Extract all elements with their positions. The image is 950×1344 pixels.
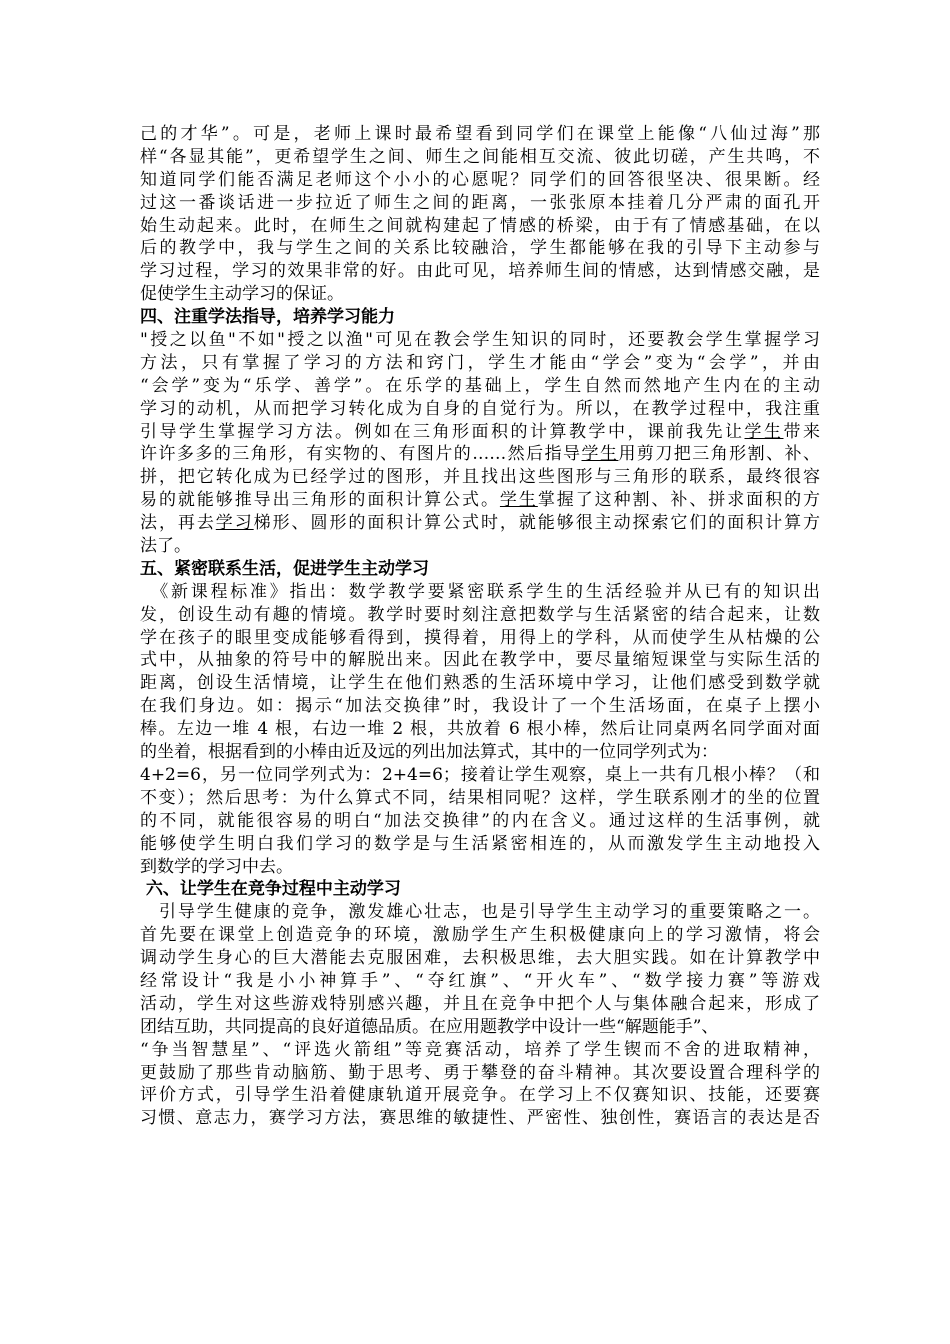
text-line <box>140 512 820 535</box>
text-line: 引导学生健康的竞争，激发雄心壮志，也是引导学生主动学习的重要策略之一。 <box>140 902 820 923</box>
text-line: 法了。 <box>140 536 191 557</box>
text-line: 的不同，就能很容易的明白“加法交换律”的内在含义。通过这样的生活事例，就 <box>140 810 820 831</box>
section-heading: 四、注重学法指导，培养学习能力 <box>140 307 395 328</box>
text-line: 后的教学中，我与学生之间的关系比较融洽，学生都能够在我的引导下主动参与 <box>140 238 820 259</box>
text-line <box>140 443 820 466</box>
text-line: 方法，只有掌握了学习的方法和窍门，学生才能由“学会”变为“会学”，并由 <box>140 352 820 373</box>
text-line: 习惯、意志力，赛学习方法，赛思维的敏捷性、严密性、独创性，赛语言的表达是否 <box>140 1108 820 1129</box>
text-line: "授之以鱼"不如"授之以渔"可见在教会学生知识的同时，还要教会学生掌握学习 <box>140 330 820 351</box>
text-line: 在我们身边。如：揭示“加法交换律”时，我设计了一个生活场面，在桌子上摆小 <box>140 696 820 717</box>
text-span: 带来 <box>783 421 820 442</box>
text-line: 学习过程，学习的效果非常的好。由此可见，培养师生间的情感，达到情感交融，是 <box>140 261 820 282</box>
text-span: 法，再去 <box>140 513 216 534</box>
text-span: 引导学生掌握学习方法。例如在三角形面积的计算教学中，课前我先让 <box>140 421 745 442</box>
text-line: 经常设计“我是小小神算手”、“夺红旗”、“开火车”、“数学接力赛”等游戏 <box>140 970 820 991</box>
text-line: 活动，学生对这些游戏特别感兴趣，并且在竞争中把个人与集体融合起来，形成了 <box>140 993 820 1014</box>
text-line: 4+2=6，另一位同学列式为：2+4=6；接着让学生观察，桌上一共有几根小棒？（和 <box>140 764 820 785</box>
hyperlink-student[interactable]: 学生 <box>581 444 619 465</box>
text-line: 己的才华”。可是，老师上课时最希望看到同学们在课堂上能像“八仙过海”那 <box>140 124 820 144</box>
text-line: “会学”变为“乐学、善学”。在乐学的基础上，学生自然而然地产生内在的主动 <box>140 375 820 396</box>
text-line: 过这一番谈话进一步拉近了师生之间的距离，一张张原本挂着几分严肃的面孔开 <box>140 192 820 213</box>
paragraph <box>140 123 820 306</box>
text-line: 首先要在课堂上创造竞争的环境，激励学生产生积极健康向上的学习激情，将会 <box>140 925 820 946</box>
text-line: 的坐着，根据看到的小棒由近及远的列出加法算式，其中的一位同学列式为： <box>140 742 718 763</box>
text-span: 梯形、圆形的面积计算公式时，就能够很主动探索它们的面积计算方 <box>253 513 821 534</box>
paragraph <box>140 329 820 558</box>
text-span: 许许多多的三角形，有实物的、有图片的……然后指导 <box>140 444 582 465</box>
document-page <box>140 123 820 1130</box>
paragraph <box>140 901 820 1130</box>
text-line: 更鼓励了那些肯动脑筋、勤于思考、勇于攀登的奋斗精神。其次要设置合理科学的 <box>140 1062 820 1083</box>
text-line: 知道同学们能否满足老师这个小小的心愿呢？同学们的回答很坚决、很果断。经 <box>140 169 820 190</box>
text-line: 样“各显其能”，更希望学生之间、师生之间能相互交流、彼此切磋，产生共鸣，不 <box>140 146 820 167</box>
text-line: 式中，从抽象的符号中的解脱出来。因此在教学中，要尽量缩短课堂与实际生活的 <box>140 650 820 671</box>
text-line: 到数学的学习中去。 <box>140 856 293 877</box>
text-line: 能够使学生明白我们学习的数学是与生活紧密相连的，从而激发学生主动地投入 <box>140 833 820 854</box>
text-line: “争当智慧星”、“评选火箭组”等竞赛活动，培养了学生锲而不舍的进取精神， <box>140 1039 820 1060</box>
text-line: 学在孩子的眼里变成能够看得到，摸得着，用得上的学科，从而使学生从枯燥的公 <box>140 627 820 648</box>
text-line: 学习的动机，从而把学习转化成为自身的自觉行为。所以，在教学过程中，我注重 <box>140 398 820 419</box>
hyperlink-student[interactable]: 学生 <box>499 490 538 511</box>
text-line: 团结互助，共同提高的良好道德品质。在应用题教学中设计一些“解题能手”、 <box>140 1016 719 1037</box>
hyperlink-study[interactable]: 学习 <box>215 513 254 534</box>
text-line <box>140 489 820 512</box>
text-line <box>140 421 820 444</box>
text-line: 促使学生主动学习的保证。 <box>140 284 344 305</box>
paragraph <box>140 581 820 879</box>
text-span: 用剪刀把三角形割、补、 <box>618 444 821 465</box>
text-line: 距离，创设生活情境，让学生在他们熟悉的生活环境中学习，让他们感受到数学就 <box>140 673 820 694</box>
hyperlink-student[interactable]: 学生 <box>744 421 784 442</box>
text-line: 始生动起来。此时，在师生之间就构建起了情感的桥梁，由于有了情感基础，在以 <box>140 215 820 236</box>
text-span: 掌握了这种割、补、拼求面积的方 <box>537 490 821 511</box>
section-heading: 五、紧密联系生活，促进学生主动学习 <box>140 558 429 579</box>
text-line: 发，创设生动有趣的情境。教学时要时刻注意把数学与生活紧密的结合起来，让数 <box>140 604 820 625</box>
text-span: 易的就能够推导出三角形的面积计算公式。 <box>140 490 500 511</box>
text-line: 评价方式，引导学生沿着健康轨道开展竞争。在学习上不仅赛知识、技能，还要赛 <box>140 1085 820 1106</box>
text-line: 不变）；然后思考：为什么算式不同，结果相同呢？这样，学生联系刚才的坐的位置 <box>140 787 820 808</box>
text-line: 调动学生身心的巨大潜能去克服困难，去积极思维，去大胆实践。如在计算教学中 <box>140 948 820 969</box>
text-line: 《新课程标准》指出：数学教学要紧密联系学生的生活经验并从已有的知识出 <box>140 581 820 602</box>
text-line: 棒。左边一堆 4 根，右边一堆 2 根，共放着 6 根小棒，然后让同桌两名同学面对面 <box>140 719 820 740</box>
section-heading: 六、让学生在竞争过程中主动学习 <box>140 879 401 900</box>
text-line: 拼，把它转化成为已经学过的图形，并且找出这些图形与三角形的联系，最终很容 <box>140 467 820 488</box>
